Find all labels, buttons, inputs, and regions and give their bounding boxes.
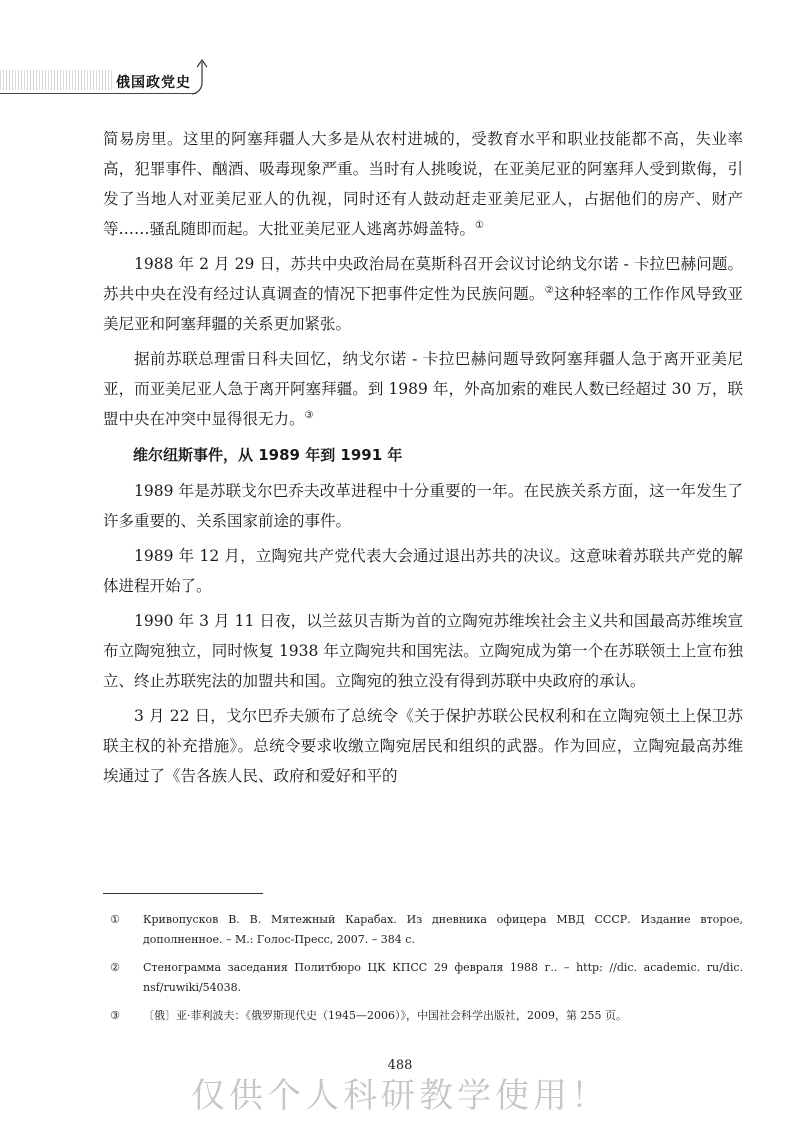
- paragraph: 据前苏联总理雷日科夫回忆，纳戈尔诺 - 卡拉巴赫问题导致阿塞拜疆人急于离开亚美尼亚，而亚美尼亚人急于离开阿塞拜疆。到 1989 年，外高加索的难民人数已经超过 30 万，联盟中央在冲突中显得很无力。③: [103, 350, 743, 428]
- paragraph: 1989 年是苏联戈尔巴乔夫改革进程中十分重要的一年。在民族关系方面，这一年发生了许多重要的、关系国家前途的事件。: [103, 482, 743, 530]
- footnote-ref[interactable]: ③: [304, 409, 314, 421]
- running-header-title: 俄国政党史: [116, 75, 191, 91]
- header-rule: [0, 93, 196, 94]
- page-number: 488: [387, 1058, 413, 1073]
- paragraph: 简易房里。这里的阿塞拜疆人大多是从农村进城的，受教育水平和职业技能都不高，失业率高，犯罪事件、酗酒、吸毒现象严重。当时有人挑唆说，在亚美尼亚的阿塞拜人受到欺侮，引发了当地人对亚美尼亚人的仇视，同时还有人鼓动赶走亚美尼亚人，占据他们的房产、财产等……骚乱随即而起。大批亚美尼亚人逃离苏姆盖特。①: [103, 130, 743, 238]
- footnote: [103, 1006, 743, 1026]
- header-arrow-icon: [190, 58, 208, 96]
- footnote-mark: ③: [110, 1009, 120, 1022]
- footnote-text: Кривопусков В. В. Мятежный Карабах. Из дневника офицера МВД СССР. Издание второе, дополненное. – М.: Голос-Пресс, 2007. – 384 с.: [143, 913, 743, 946]
- paragraph: 1988 年 2 月 29 日，苏共中央政治局在莫斯科召开会议讨论纳戈尔诺 - 卡拉巴赫问题。苏共中央在没有经过认真调查的情况下把事件定性为民族问题。②这种轻率的工作作风导致亚美尼亚和阿塞拜疆的关系更加紧张。: [103, 255, 743, 333]
- footnote: [103, 958, 743, 998]
- body-text: [103, 124, 743, 796]
- watermark: 仅供个人科研教学使用！: [191, 1076, 609, 1116]
- footnote-mark: ②: [110, 961, 120, 974]
- paragraph: 1989 年 12 月，立陶宛共产党代表大会通过退出苏共的决议。这意味着苏联共产党的解体进程开始了。: [103, 547, 743, 595]
- footnotes: [103, 910, 743, 1034]
- paragraph: 1990 年 3 月 11 日夜，以兰兹贝吉斯为首的立陶宛苏维埃社会主义共和国最高苏维埃宣布立陶宛独立，同时恢复 1938 年立陶宛共和国宪法。立陶宛成为第一个在苏联领土上宣布独立、终止苏联宪法的加盟共和国。立陶宛的独立没有得到苏联中央政府的承认。: [103, 612, 743, 690]
- footnote-mark: ①: [110, 913, 120, 926]
- footnote-rule: [103, 893, 263, 894]
- footnote-text: 〔俄〕亚·菲利波夫：《俄罗斯现代史（1945—2006）》，中国社会科学出版社，2009，第 255 页。: [143, 1009, 627, 1022]
- paragraph: 3 月 22 日，戈尔巴乔夫颁布了总统令《关于保护苏联公民权利和在立陶宛领土上保卫苏联主权的补充措施》。总统令要求收缴立陶宛居民和组织的武器。作为回应，立陶宛最高苏维埃通过了《告各族人民、政府和爱好和平的: [103, 707, 743, 785]
- footnote-ref[interactable]: ①: [475, 219, 484, 231]
- footnote-text: Стенограмма заседания Политбюро ЦК КПСС 29 февраля 1988 г.. – http: //dic. academic. ru/dic. nsf/ruwiki/54038.: [143, 961, 743, 994]
- footnote-ref[interactable]: ②: [544, 284, 554, 296]
- footnote: [103, 910, 743, 950]
- section-heading: 维尔纽斯事件，从 1989 年到 1991 年: [133, 446, 403, 464]
- header-decoration: [0, 70, 112, 90]
